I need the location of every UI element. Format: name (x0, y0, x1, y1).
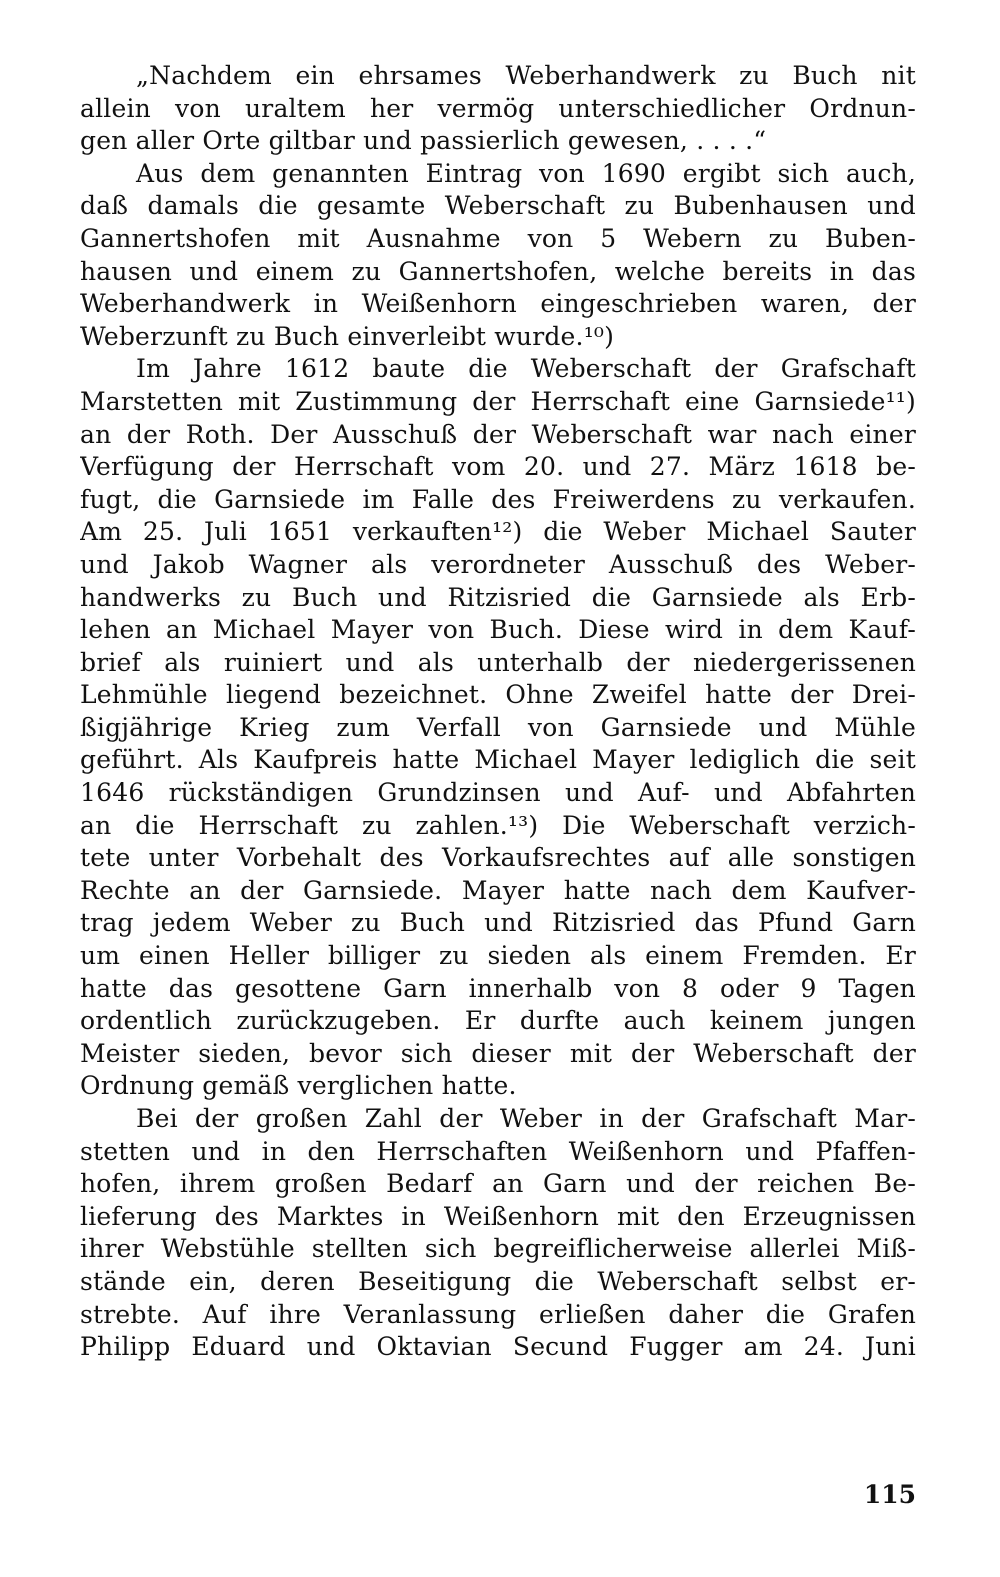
text-line: Lehmühle liegend bezeichnet. Ohne Zweifel hatte der Drei- (80, 680, 916, 710)
paragraph (80, 60, 916, 158)
text-line: lehen an Michael Mayer von Buch. Diese wird in dem Kauf- (80, 615, 916, 645)
text-line: Ordnung gemäß verglichen hatte. (80, 1071, 517, 1101)
text-line: an die Herrschaft zu zahlen.¹³) Die Weberschaft verzich- (80, 810, 916, 840)
body-text (80, 60, 916, 1364)
text-line: handwerks zu Buch und Ritzisried die Garnsiede als Erb- (80, 582, 916, 612)
text-line: Im Jahre 1612 baute die Weberschaft der Grafschaft (136, 354, 916, 384)
text-line: fugt, die Garnsiede im Falle des Freiwerdens zu verkaufen. (80, 484, 916, 514)
text-line: daß damals die gesamte Weberschaft zu Bubenhausen und (80, 191, 916, 221)
text-line: Aus dem genannten Eintrag von 1690 ergibt sich auch, (136, 158, 916, 188)
text-line: Am 25. Juli 1651 verkauften¹²) die Weber Michael Sauter (80, 517, 916, 547)
text-line: hausen und einem zu Gannertshofen, welche bereits in das (80, 256, 916, 286)
text-line: Gannertshofen mit Ausnahme von 5 Webern zu Buben- (80, 223, 916, 253)
text-line: lieferung des Marktes in Weißenhorn mit den Erzeugnissen (80, 1201, 916, 1231)
text-line: gen aller Orte giltbar und passierlich gewesen, . . . .“ (80, 126, 767, 156)
text-line: hatte das gesottene Garn innerhalb von 8 oder 9 Tagen (80, 973, 916, 1003)
text-line: „Nachdem ein ehrsames Weberhandwerk zu Buch nit (136, 61, 916, 90)
text-line: ordentlich zurückzugeben. Er durfte auch keinem jungen (80, 1006, 916, 1036)
paragraph (80, 353, 916, 1103)
text-line: strebte. Auf ihre Veranlassung erließen daher die Grafen (80, 1299, 916, 1329)
paragraph (80, 158, 916, 354)
text-line: Meister sieden, bevor sich dieser mit der Weberschaft der (80, 1038, 916, 1068)
text-line: und Jakob Wagner als verordneter Ausschuß des Weber- (80, 549, 916, 579)
text-line: Rechte an der Garnsiede. Mayer hatte nach dem Kaufver- (80, 875, 916, 905)
text-line: stetten und in den Herrschaften Weißenhorn und Pfaffen- (80, 1136, 916, 1166)
text-line: Weberhandwerk in Weißenhorn eingeschrieben waren, der (80, 289, 916, 319)
text-line: Philipp Eduard und Oktavian Secund Fugger am 24. Juni (80, 1332, 916, 1362)
paragraph (80, 1103, 916, 1364)
text-line: hofen, ihrem großen Bedarf an Garn und der reichen Be- (80, 1169, 916, 1199)
text-line: 1646 rückständigen Grundzinsen und Auf- und Abfahrten (80, 778, 916, 808)
page-number: 115 (863, 1480, 916, 1509)
text-line: ihrer Webstühle stellten sich begreiflicherweise allerlei Miß- (80, 1234, 916, 1264)
text-line: tete unter Vorbehalt des Vorkaufsrechtes auf alle sonstigen (80, 843, 916, 873)
text-line: Verfügung der Herrschaft vom 20. und 27. März 1618 be- (80, 452, 916, 482)
text-line: allein von uraltem her vermög unterschiedlicher Ordnun- (80, 93, 916, 123)
text-line: brief als ruiniert und als unterhalb der niedergerissenen (80, 647, 916, 677)
text-line: ßigjährige Krieg zum Verfall von Garnsiede und Mühle (80, 712, 916, 742)
text-line: Weberzunft zu Buch einverleibt wurde.¹⁰) (80, 321, 615, 351)
text-line: Bei der großen Zahl der Weber in der Grafschaft Mar- (136, 1104, 916, 1133)
text-line: Marstetten mit Zustimmung der Herrschaft eine Garnsiede¹¹) (80, 386, 916, 416)
text-line: geführt. Als Kaufpreis hatte Michael Mayer lediglich die seit (80, 745, 916, 775)
text-line: stände ein, deren Beseitigung die Weberschaft selbst er- (80, 1266, 916, 1296)
text-line: trag jedem Weber zu Buch und Ritzisried das Pfund Garn (80, 908, 916, 938)
text-line: an der Roth. Der Ausschuß der Weberschaft war nach einer (80, 419, 916, 449)
text-line: um einen Heller billiger zu sieden als einem Fremden. Er (80, 941, 916, 971)
